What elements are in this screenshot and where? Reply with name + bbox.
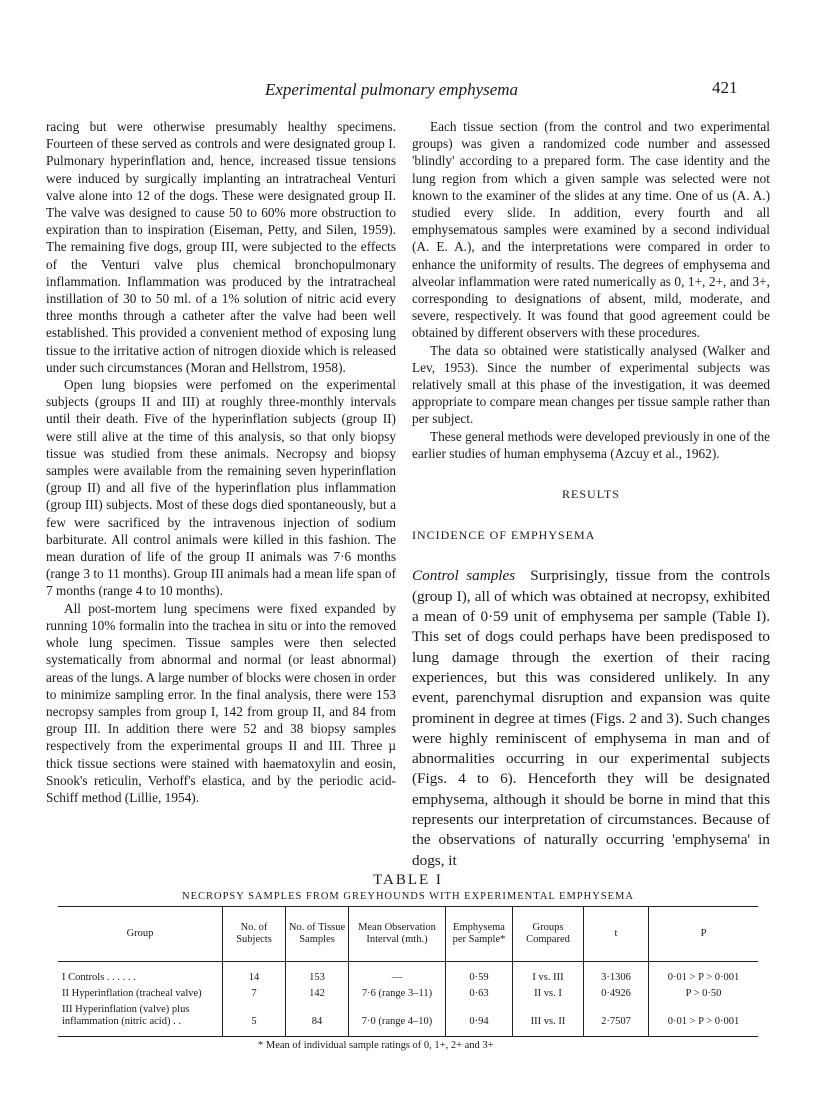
left-column [46,118,396,806]
table-cell: 142 [286,986,349,1002]
table-caption: TABLE I [373,872,443,888]
table-footnote: * Mean of individual sample ratings of 0, 1+, 2+ and 3+ [258,1040,494,1051]
header-cell: Group [58,907,223,962]
paragraph: These general methods were developed previously in one of the earlier studies of human emphysema (Azcuy et al., 1962). [412,428,770,461]
table-cell: 2·7507 [584,1002,649,1037]
table-cell: 0·4926 [584,986,649,1002]
header-cell: Groups Compared [513,907,584,962]
table-cell: 153 [286,962,349,987]
table-cell: 0·01 > P > 0·001 [649,1002,759,1037]
table-cell: — [349,962,446,987]
table-cell: II vs. I [513,986,584,1002]
page-number: 421 [712,78,738,97]
paragraph: racing but were otherwise presumably healthy specimens. Fourteen of these served as controls and were designated group I. Pulmonary hyperinflation and, hence, increased tissue tensions were induced by surgically implanting an intratracheal Venturi valve alone into 12 of the dogs. These were designated group II. The valve was designed to cause 50 to 60% more obstruction to expiration than to inspiration (Eiseman, Petty, and Silen, 1959). The remaining five dogs, group III, were subjected to the effects of the Venturi valve plus chemical bronchopulmonary inflammation. Inflammation was produced by the intratracheal instillation of 30 to 50 ml. of a 1% solution of nitric acid every three months through a catheter after the valve had been well established. This provided a convenient method of exposing lung tissue to the irritative action of nitrogen dioxide which is released under such circumstances (Moran and Hellstrom, 1958). [46,119,396,375]
header-cell: t [584,907,649,962]
table-cell: III vs. II [513,1002,584,1037]
table-cell: 14 [223,962,286,987]
table-cell: I Controls . . . . . . [58,962,223,987]
table-1 [58,872,758,1051]
header-cell: No. of Tissue Samples [286,907,349,962]
table-cell: 3·1306 [584,962,649,987]
table-header-row [58,907,758,962]
right-column [412,118,770,871]
table-cell: 0·94 [446,1002,513,1037]
table-cell: 0·63 [446,986,513,1002]
header-cell: Emphysema per Sample* [446,907,513,962]
control-samples-text: Surprisingly, tissue from the controls (group I), all of which was obtained at necropsy, exhibited a mean of 0·59 unit of emphysema per sample (Table I). This set of dogs could perhaps have been predisposed to lung damage through the exertion of their racing experiences, but this was considered unlikely. In any event, parenchymal disruption and expansion was quite prominent in degree at times (Figs. 2 and 3). Such changes were highly reminiscent of emphysema in man and of abnormalities occurring in our experimental subjects (Figs. 4 to 6). Henceforth they will be designated emphysema, although it should be borne in mind that this represents our interpretation of circumstances. Because of the observations of naturally occurring 'emphysema' in dogs, it [412,567,771,869]
control-samples-section [412,566,770,870]
paragraph: Open lung biopsies were perfomed on the experimental subjects (groups II and III) at roughly three-monthly intervals until their death. Five of the hyperinflation subjects (group II) were still alive at the time of this analysis, so that only biopsy tissue was studied from these animals. Necropsy and biopsy samples were available from the remaining seven hyperinflation (group II) and all five of the hyperinflation plus inflammation (group III) subjects. Most of these dogs died spontaneously, but a few were sacrificed by the intravenous injection of sodium barbiturate. All control animals were killed in this fashion. The mean duration of life of the group II animals was 7·6 months (range 3 to 11 months). Group III animals had a mean life span of 7 months (range 4 to 10 months). [46,377,396,599]
table-cell: I vs. III [513,962,584,987]
table-subtitle: NECROPSY SAMPLES FROM GREYHOUNDS WITH EXPERIMENTAL EMPHYSEMA [182,891,634,902]
table-cell: P > 0·50 [685,988,722,999]
table-cell: 7·6 (range 3–11) [349,986,446,1002]
table-cell: II Hyperinflation (tracheal valve) [58,986,223,1002]
table-cell: 84 [286,1002,349,1037]
table-cell: 0·59 [446,962,513,987]
data-table [58,906,758,1037]
incidence-heading: INCIDENCE OF EMPHYSEMA [412,528,596,543]
paragraph: Each tissue section (from the control and two experimental groups) was given a randomized code number and assessed 'blindly' according to a prepared form. The case identity and the lung region from which a given sample was selected were not known to the examiner of the slides at any time. One of us (A. A.) studied every slide. In addition, every fourth and all emphysematous samples were examined by a second individual (A. E. A.), and the interpretations were compared in order to enhance the uniformity of results. The degrees of emphysema and alveolar inflammation were rated numerically as 0, 1+, 2+, and 3+, corresponding to designations of absent, mild, moderate, and severe, respectively. It was found that good agreement could be obtained by different observers with these procedures. [412,119,770,341]
running-title: Experimental pulmonary emphysema [265,80,519,99]
table-cell: 7·0 (range 4–10) [349,1002,446,1037]
table-cell: 5 [223,1002,286,1037]
header-cell: No. of Subjects [223,907,286,962]
results-heading: RESULTS [562,487,620,502]
header-cell: Mean Observation Interval (mth.) [349,907,446,962]
table-cell: 0·01 > P > 0·001 [667,972,740,983]
table-row [58,986,758,1002]
paragraph: The data so obtained were statistically analysed (Walker and Lev, 1953). Since the number of experimental subjects was relatively small at this phase of the investigation, it was deemed appropriate to compare mean changes per tissue sample rather than per subject. [412,342,770,427]
table-row [58,962,758,987]
paragraph [412,566,770,870]
table-row [58,1002,758,1037]
header-cell: P [649,907,759,962]
table-cell: 7 [223,986,286,1002]
table-cell: III Hyperinflation (valve) plus inflammation (nitric acid) . . [58,1002,223,1037]
control-samples-label: Control samples [412,567,516,585]
paragraph: All post-mortem lung specimens were fixed expanded by running 10% formalin into the trachea in situ or into the removed whole lung specimen. Tissue samples were then selected systematically from abnormal and normal (or least abnormal) areas of the lungs. A large number of blocks were chosen in order to minimize sampling error. In the final analysis, there were 153 necropsy samples from group I, 142 from group II, and 84 from group III. In addition there were 52 and 38 biopsy samples respectively from the experimental groups II and III. Three µ thick tissue sections were stained with haematoxylin and eosin, Snook's reticulin, Verhoff's elastica, and by the periodic acid-Schiff method (Lillie, 1954). [46,600,396,805]
